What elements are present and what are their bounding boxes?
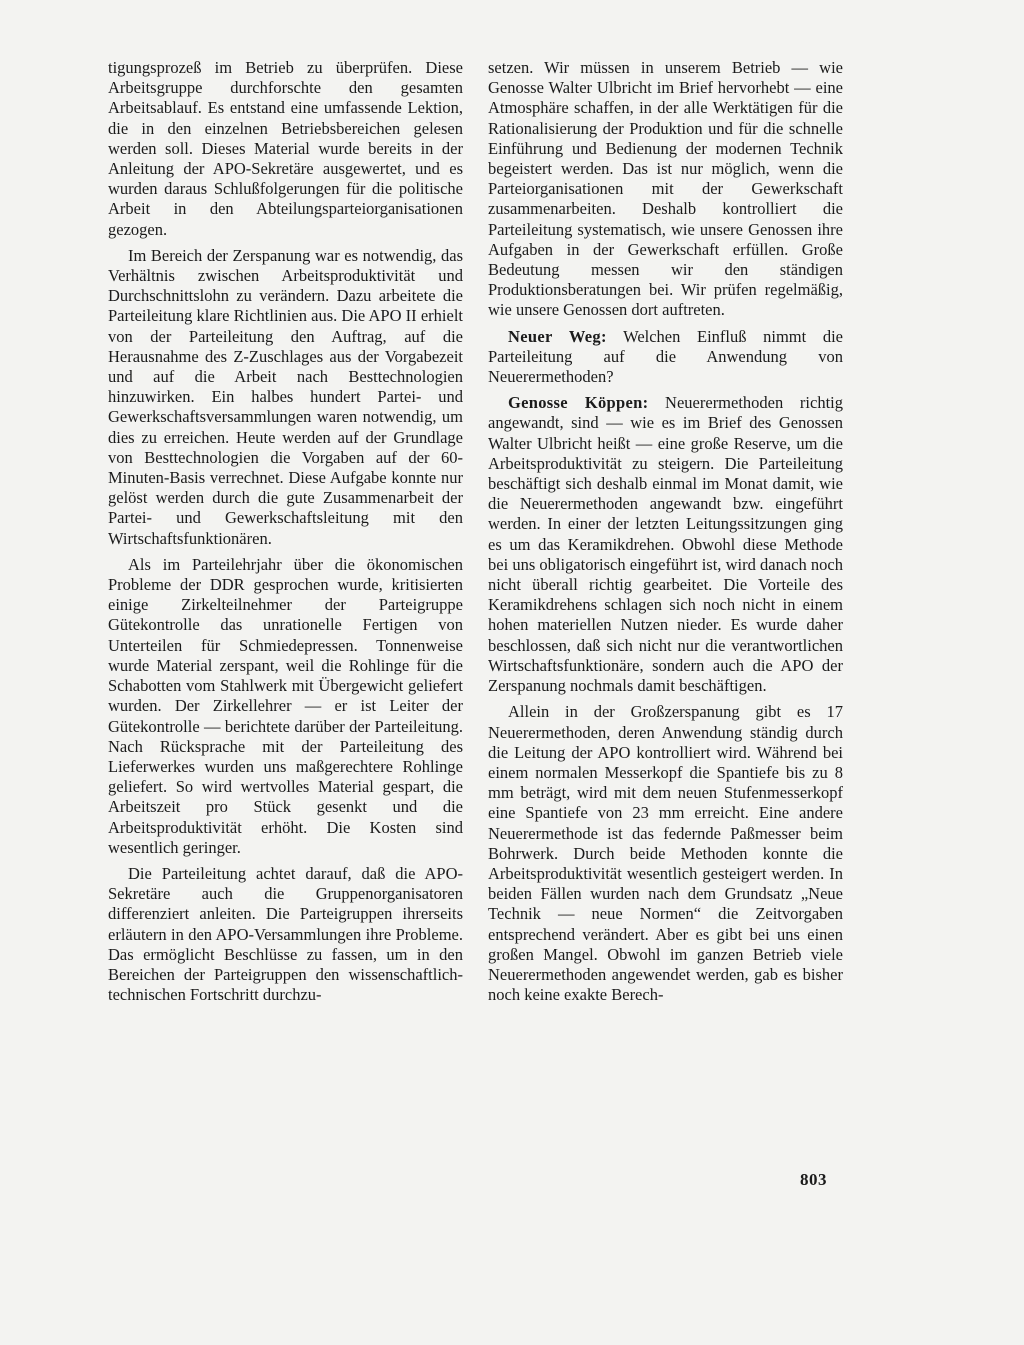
speaker-label: Neuer Weg:	[508, 326, 607, 346]
interview-answer	[488, 393, 843, 696]
question-text: Welchen Einfluß nimmt die Parteileitung auf die Anwendung von Neuerermethoden?	[488, 326, 843, 387]
page-number: 803	[800, 1170, 827, 1189]
paragraph: tigungsprozeß im Betrieb zu überprüfen. Diese Arbeitsgruppe durchforschte den gesamten Arbeitsablauf. Es entstand eine umfassende Lektion, die in den einzelnen Betriebsbereichen gelesen werden soll. Dieses Material wurde bereits in der Anleitung der APO-Sekretäre ausgewertet, und es wurden daraus Schlußfolgerungen für die politische Arbeit in den Abteilungsparteiorganisationen gezogen.	[108, 58, 463, 239]
paragraph: Die Parteileitung achtet darauf, daß die APO-Sekretäre auch die Gruppenorganisatoren differenziert anleiten. Die Parteigruppen ihrerseits erläutern in den APO-Versammlungen ihre Probleme. Das ermöglicht Beschlüsse zu fassen, um in den Bereichen der Parteigruppen den wissenschaftlich-technischen Fortschritt durchzu-	[108, 863, 463, 1005]
paragraph: Im Bereich der Zerspanung war es notwendig, das Verhältnis zwischen Arbeitsproduktivität und Durchschnittslohn zu verändern. Dazu arbeitete die Parteileitung klare Richtlinien aus. Die APO II erhielt von der Parteileitung den Auftrag, auf die Herausnahme des Z-Zuschlages aus der Vorgabezeit und auf die Arbeit nach Besttechnologien hinzuwirken. Ein halbes hundert Partei- und Gewerkschaftsversammlungen waren notwendig, um dies zu erreichen. Heute werden auf der Grundlage von Besttechnologien die Vorgaben auf der 60-Minuten-Basis verrechnet. Diese Aufgabe konnte nur gelöst werden durch die gute Zusammenarbeit der Partei- und Gewerkschaftsleitung mit den Wirtschaftsfunktionären.	[108, 245, 463, 548]
paragraph: Als im Parteilehrjahr über die ökonomischen Probleme der DDR gesprochen wurde, kritisierten einige Zirkelteilnehmer der Parteigruppe Gütekontrolle das unrationelle Fertigen von Unterteilen für Schmiedepressen. Tonnenweise wurde Material zerspant, weil die Rohlinge für die Schabotten vom Stahlwerk mit Übergewicht geliefert wurden. Der Zirkellehrer — er ist Leiter der Gütekontrolle — berichtete darüber der Parteileitung. Nach Rücksprache mit der Parteileitung des Lieferwerkes wurden uns maßgerechtere Rohlinge geliefert. So wird wertvolles Material gespart, die Arbeitszeit pro Stück gesenkt und die Arbeitsproduktivität erhöht. Die Kosten sind wesentlich geringer.	[108, 554, 463, 857]
paragraph: Allein in der Großzerspanung gibt es 17 Neuerermethoden, deren Anwendung ständig durch die Leitung der APO kontrolliert wird. Während bei einem normalen Messerkopf die Spantiefe bis zu 8 mm beträgt, wird mit dem neuen Stufenmesserkopf eine Spantiefe von 23 mm erreicht. Eine andere Neuerermethode ist das federnde Paßmesser beim Bohrwerk. Durch beide Methoden konnte die Arbeitsproduktivität wesentlich gesteigert werden. In beiden Fällen wurden nach dem Grundsatz „Neue Technik — neue Normen“ die Zeitvorgaben entsprechend verändert. Aber es gibt bei uns einen großen Mangel. Obwohl im ganzen Betrieb viele Neuerermethoden angewendet werden, gab es bisher noch keine exakte Berech-	[488, 702, 843, 1005]
left-column	[108, 58, 463, 1005]
right-column	[488, 58, 843, 1005]
speaker-label: Genosse Köppen:	[508, 393, 649, 413]
interview-question	[488, 327, 843, 388]
answer-text: Neuerermethoden richtig angewandt, sind — wie es im Brief des Genossen Walter Ulbricht heißt — eine große Reserve, um die Arbeitsproduktivität zu steigern. Die Parteileitung beschäftigt sich deshalb einmal im Monat damit, wie die Neuerermethoden angewandt bzw. eingeführt werden. In einer der letzten Leitungssitzungen ging es um das Keramikdrehen. Obwohl diese Methode bei uns obligatorisch eingeführt ist, wird danach noch nicht überall richtig gearbeitet. Die Vorteile des Keramikdrehens schlagen sich noch nicht in einem hohen materiellen Nutzen nieder. Es wurde daher beschlossen, daß sich nicht nur die verantwortlichen Wirtschaftsfunktionäre, sondern auch die APO der Zerspanung nochmals damit beschäftigen.	[488, 393, 844, 696]
paragraph: setzen. Wir müssen in unserem Betrieb — wie Genosse Walter Ulbricht im Brief hervorhebt — eine Atmosphäre schaffen, in der alle Werktätigen für die Rationalisierung der Produktion und für die schnelle Einführung und Bedienung der modernen Technik begeistert werden. Das ist nur möglich, wenn die Parteiorganisationen mit der Gewerkschaft zusammenarbeiten. Deshalb kontrolliert die Parteileitung systematisch, wie unsere Genossen ihre Aufgaben in der Gewerkschaft erfüllen. Große Bedeutung messen wir den ständigen Produktionsberatungen bei. Wir prüfen regelmäßig, wie unsere Genossen dort auftreten.	[488, 58, 843, 320]
